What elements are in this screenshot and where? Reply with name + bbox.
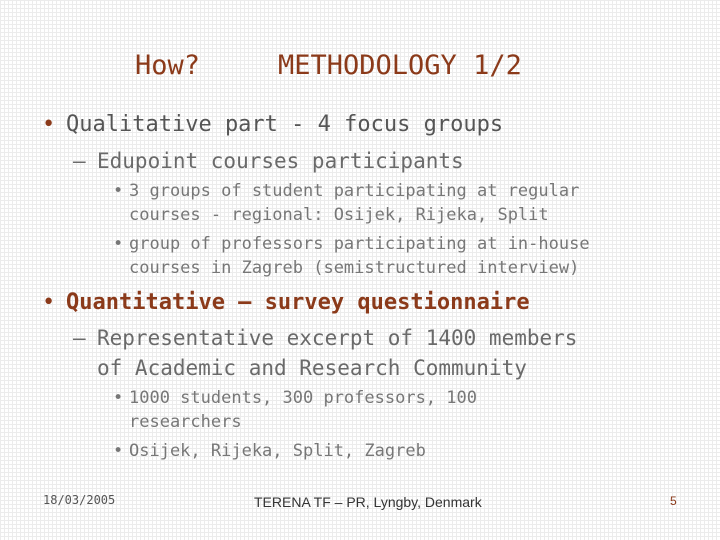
sub-bullet-edupoint-text: Edupoint courses participants xyxy=(97,149,464,173)
bullet-dot-icon: • xyxy=(113,441,124,461)
bullet-quantitative-text: Quantitative – survey questionnaire xyxy=(66,290,530,315)
bullet-dot-icon: • xyxy=(113,234,124,254)
footer-date: 18/03/2005 xyxy=(43,493,116,507)
subsub-item-professors xyxy=(113,232,590,280)
slide-title-question: How? xyxy=(135,50,201,81)
bullet-dot-icon: • xyxy=(42,112,56,137)
subsub-item-students xyxy=(113,179,580,227)
footer-event: TERENA TF – PR, Lyngby, Denmark xyxy=(254,494,482,510)
subsub-item-counts-line1: 1000 students, 300 professors, 100 xyxy=(129,388,477,408)
page-number: 5 xyxy=(670,494,677,508)
subsub-item-cities xyxy=(113,439,426,463)
subsub-item-students-line1: 3 groups of student participating at regular xyxy=(129,181,580,201)
sub-bullet-edupoint xyxy=(73,146,464,176)
subsub-item-professors-line1: group of professors participating at in-house xyxy=(129,234,590,254)
subsub-item-professors-line2: courses in Zagreb (semistructured interview) xyxy=(129,258,580,278)
subsub-item-counts xyxy=(113,386,477,434)
subsub-item-students-line2: courses - regional: Osijek, Rijeka, Split xyxy=(129,205,549,225)
bullet-qualitative-text: Qualitative part - 4 focus groups xyxy=(66,112,504,137)
dash-icon: – xyxy=(73,326,86,350)
sub-bullet-representative-line1: Representative excerpt of 1400 members xyxy=(97,326,578,350)
bullet-dot-icon: • xyxy=(113,181,124,201)
sub-bullet-representative xyxy=(73,323,578,383)
bullet-quantitative xyxy=(42,288,530,318)
bullet-dot-icon: • xyxy=(42,290,56,315)
slide-title: METHODOLOGY 1/2 xyxy=(278,50,522,81)
bullet-dot-icon: • xyxy=(113,388,124,408)
sub-bullet-representative-line2: of Academic and Research Community xyxy=(97,356,527,380)
subsub-item-counts-line2: researchers xyxy=(129,412,242,432)
bullet-qualitative xyxy=(42,110,504,140)
subsub-item-cities-line1: Osijek, Rijeka, Split, Zagreb xyxy=(129,441,426,461)
dash-icon: – xyxy=(73,149,86,173)
